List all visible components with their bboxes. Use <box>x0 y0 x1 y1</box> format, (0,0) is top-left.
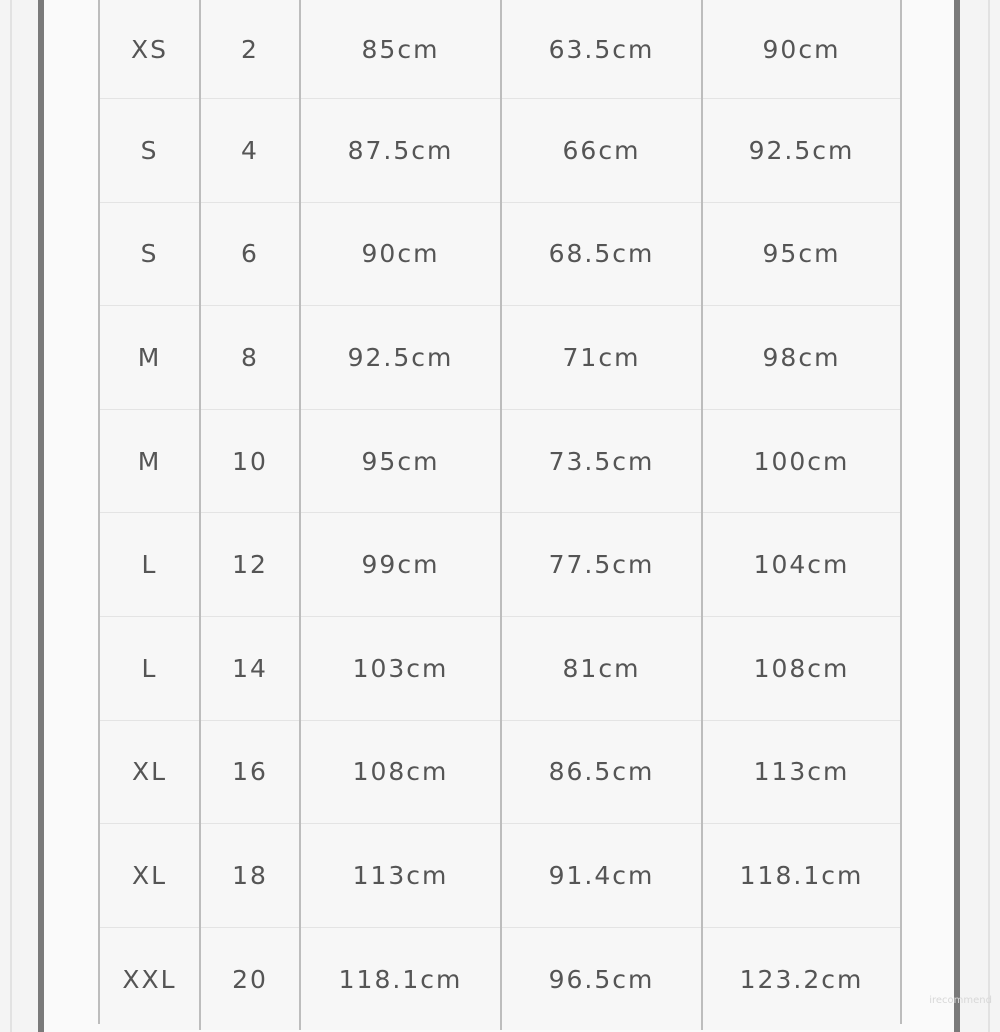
table-row <box>100 513 900 617</box>
size-chart <box>98 0 902 1024</box>
table-row <box>100 409 900 513</box>
cell-hips: 113cm <box>702 720 900 824</box>
cell-waist: 73.5cm <box>501 409 702 513</box>
cell-waist: 77.5cm <box>501 513 702 617</box>
cell-bust: 113cm <box>300 824 501 928</box>
cell-bust: 95cm <box>300 409 501 513</box>
cell-bust: 118.1cm <box>300 927 501 1030</box>
table-row <box>100 306 900 410</box>
cell-size: M <box>100 306 200 410</box>
table-row <box>100 202 900 306</box>
cell-bust: 85cm <box>300 0 501 99</box>
cell-hips: 92.5cm <box>702 99 900 203</box>
cell-waist: 91.4cm <box>501 824 702 928</box>
table-row <box>100 0 900 99</box>
cell-hips: 123.2cm <box>702 927 900 1030</box>
cell-uk-size: 10 <box>200 409 300 513</box>
cell-waist: 86.5cm <box>501 720 702 824</box>
cell-bust: 87.5cm <box>300 99 501 203</box>
cell-hips: 98cm <box>702 306 900 410</box>
cell-size: XL <box>100 720 200 824</box>
cell-waist: 66cm <box>501 99 702 203</box>
cell-uk-size: 12 <box>200 513 300 617</box>
cell-waist: 96.5cm <box>501 927 702 1030</box>
table-row <box>100 616 900 720</box>
page-edge-left <box>10 0 12 1032</box>
cell-waist: 71cm <box>501 306 702 410</box>
cell-waist: 68.5cm <box>501 202 702 306</box>
cell-waist: 63.5cm <box>501 0 702 99</box>
cell-hips: 100cm <box>702 409 900 513</box>
cell-size: XXL <box>100 927 200 1030</box>
cell-uk-size: 8 <box>200 306 300 410</box>
cell-hips: 104cm <box>702 513 900 617</box>
cell-uk-size: 18 <box>200 824 300 928</box>
cell-uk-size: 6 <box>200 202 300 306</box>
watermark: irecommend <box>929 995 992 1006</box>
cell-bust: 108cm <box>300 720 501 824</box>
cell-bust: 90cm <box>300 202 501 306</box>
cell-size: XL <box>100 824 200 928</box>
cell-size: S <box>100 99 200 203</box>
cell-uk-size: 14 <box>200 616 300 720</box>
cell-size: L <box>100 616 200 720</box>
size-table <box>100 0 900 1030</box>
cell-size: M <box>100 409 200 513</box>
cell-hips: 108cm <box>702 616 900 720</box>
table-row <box>100 927 900 1030</box>
cell-uk-size: 4 <box>200 99 300 203</box>
cell-uk-size: 16 <box>200 720 300 824</box>
table-row <box>100 824 900 928</box>
cell-bust: 99cm <box>300 513 501 617</box>
cell-size: S <box>100 202 200 306</box>
table-row <box>100 99 900 203</box>
cell-bust: 103cm <box>300 616 501 720</box>
table-row <box>100 720 900 824</box>
cell-waist: 81cm <box>501 616 702 720</box>
cell-hips: 118.1cm <box>702 824 900 928</box>
cell-hips: 95cm <box>702 202 900 306</box>
page-edge-right <box>988 0 990 1032</box>
cell-uk-size: 2 <box>200 0 300 99</box>
cell-hips: 90cm <box>702 0 900 99</box>
cell-bust: 92.5cm <box>300 306 501 410</box>
cell-size: XS <box>100 0 200 99</box>
cell-uk-size: 20 <box>200 927 300 1030</box>
cell-size: L <box>100 513 200 617</box>
